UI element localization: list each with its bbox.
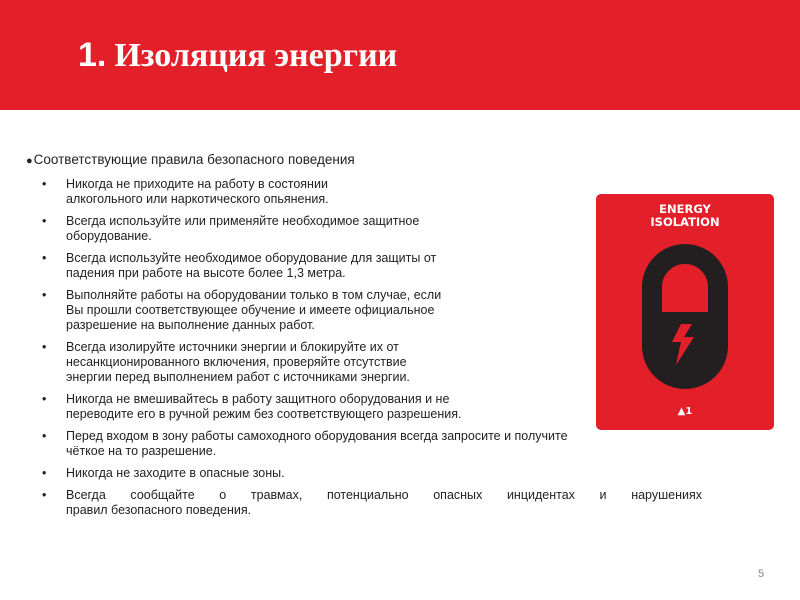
bullet-icon: • <box>42 392 47 406</box>
list-item-line: чёткое на то разрешение. <box>66 444 217 458</box>
list-item-line: алкогольного или наркотического опьянения. <box>66 192 329 206</box>
bullet-icon: • <box>42 251 47 265</box>
list-item-line: Всегда сообщайте о травмах, потенциально опасных инцидентах и нарушениях <box>66 488 702 502</box>
title-banner <box>0 0 800 110</box>
card-title-line: ENERGY <box>659 202 711 216</box>
slide-title <box>78 36 397 75</box>
list-item-line: Всегда изолируйте источники энергии и блокируйте их от <box>66 340 399 354</box>
list-item-line: падения при работе на высоте более 1,3 метра. <box>66 266 346 280</box>
bullet-icon: • <box>42 466 47 480</box>
list-item-line: разрешение на выполнение данных работ. <box>66 318 315 332</box>
list-item-line: Перед входом в зону работы самоходного оборудования всегда запросите и получите <box>66 429 568 443</box>
title-text: Изоляция энергии <box>114 37 398 74</box>
list-item-line: оборудование. <box>66 229 152 243</box>
list-item-line: Вы прошли соответствующее обучение и имеете официальное <box>66 303 435 317</box>
list-item-line: Никогда не вмешивайтесь в работу защитного оборудования и не <box>66 392 450 406</box>
title-number: 1. <box>78 36 107 74</box>
card-title-line: ISOLATION <box>650 215 720 229</box>
padlock-lightning-icon <box>596 194 774 430</box>
bullet-icon: • <box>42 177 47 191</box>
list-item-line: Всегда используйте или применяйте необходимое защитное <box>66 214 420 228</box>
list-item-line: правил безопасного поведения. <box>66 503 252 517</box>
list-item-line: Никогда не приходите на работу в состоянии <box>66 177 328 191</box>
bullet-icon: • <box>42 288 47 302</box>
list-item <box>42 488 702 518</box>
rules-heading-text: Соответствующие правила безопасного поведения <box>33 152 355 167</box>
page-number: 5 <box>758 568 765 580</box>
bullet-dot-icon: ● <box>26 155 33 167</box>
energy-isolation-card <box>596 194 774 430</box>
list-item-line: энергии перед выполнением работ с источниками энергии. <box>66 370 410 384</box>
list-item-line: несанкционированного включения, проверяйте отсутствие <box>66 355 407 369</box>
rules-heading <box>26 152 355 167</box>
list-item <box>42 429 702 459</box>
list-item-line: переводите его в ручной режим без соответствующего разрешения. <box>66 407 462 421</box>
list-item-line: Выполняйте работы на оборудовании только в том случае, если <box>66 288 442 302</box>
bullet-icon: • <box>42 429 47 443</box>
bullet-icon: • <box>42 340 47 354</box>
card-code: ▲1 <box>677 406 693 417</box>
list-item <box>42 466 702 481</box>
bullet-icon: • <box>42 488 47 502</box>
list-item-line: Никогда не заходите в опасные зоны. <box>66 466 285 480</box>
bullet-icon: • <box>42 214 47 228</box>
list-item-line: Всегда используйте необходимое оборудование для защиты от <box>66 251 437 265</box>
